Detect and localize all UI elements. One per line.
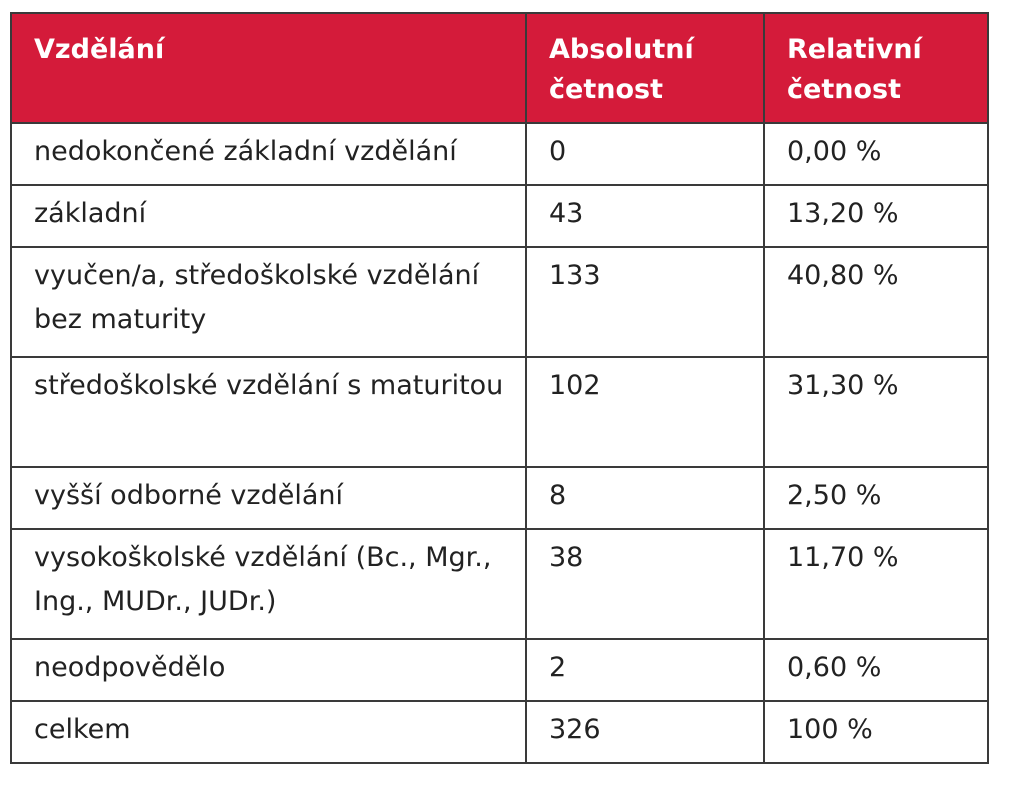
education-cell: vyučen/a, středoškolské vzdělání bez maturity xyxy=(11,247,526,357)
education-table-container xyxy=(10,12,987,764)
relative-frequency-cell: 11,70 % xyxy=(764,529,988,639)
table-row xyxy=(11,357,988,467)
table-row xyxy=(11,529,988,639)
absolute-frequency-cell: 102 xyxy=(526,357,764,467)
absolute-frequency-cell: 43 xyxy=(526,185,764,247)
education-frequency-table xyxy=(10,12,989,764)
education-cell: základní xyxy=(11,185,526,247)
absolute-frequency-cell: 2 xyxy=(526,639,764,701)
education-cell: vyšší odborné vzdělání xyxy=(11,467,526,529)
table-header xyxy=(11,13,988,123)
relative-frequency-cell: 2,50 % xyxy=(764,467,988,529)
absolute-frequency-cell: 8 xyxy=(526,467,764,529)
table-body xyxy=(11,123,988,763)
education-cell: neodpovědělo xyxy=(11,639,526,701)
table-row-total xyxy=(11,701,988,763)
table-row xyxy=(11,639,988,701)
table-row xyxy=(11,123,988,185)
absolute-frequency-cell: 133 xyxy=(526,247,764,357)
absolute-frequency-cell: 0 xyxy=(526,123,764,185)
education-cell: středoškolské vzdělání s maturitou xyxy=(11,357,526,467)
header-absolute-frequency: Absolutní četnost xyxy=(526,13,764,123)
header-row xyxy=(11,13,988,123)
relative-frequency-cell: 100 % xyxy=(764,701,988,763)
relative-frequency-cell: 31,30 % xyxy=(764,357,988,467)
table-row xyxy=(11,467,988,529)
education-cell: vysokoškolské vzdělání (Bc., Mgr., Ing., MUDr., JUDr.) xyxy=(11,529,526,639)
education-cell: celkem xyxy=(11,701,526,763)
table-row xyxy=(11,185,988,247)
table-row xyxy=(11,247,988,357)
absolute-frequency-cell: 38 xyxy=(526,529,764,639)
relative-frequency-cell: 0,00 % xyxy=(764,123,988,185)
absolute-frequency-cell: 326 xyxy=(526,701,764,763)
relative-frequency-cell: 0,60 % xyxy=(764,639,988,701)
header-education: Vzdělání xyxy=(11,13,526,123)
header-relative-frequency: Relativní četnost xyxy=(764,13,988,123)
relative-frequency-cell: 40,80 % xyxy=(764,247,988,357)
relative-frequency-cell: 13,20 % xyxy=(764,185,988,247)
education-cell: nedokončené základní vzdělání xyxy=(11,123,526,185)
